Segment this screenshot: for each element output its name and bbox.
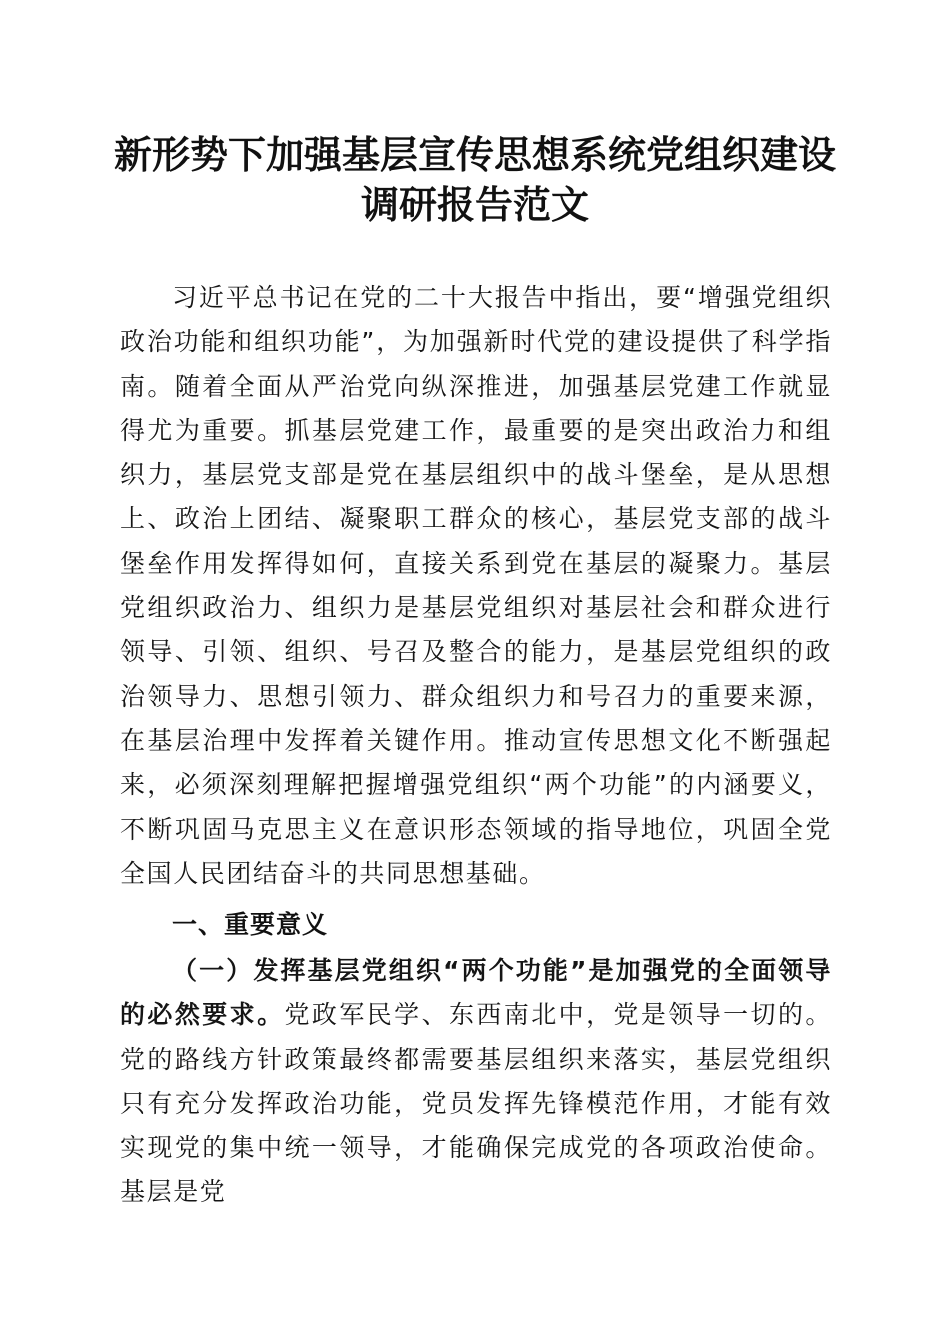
subsection-lead: （一）发挥基层党组织“两个功能”是加强党的全面领导的必然要求。: [120, 956, 832, 1030]
intro-paragraph: 习近平总书记在党的二十大报告中指出，要“增强党组织政治功能和组织功能”，为加强新时代党的建设提供了科学指南。随着全面从严治党向纵深推进，加强基层党建工作就显得尤为重要。抓基层党建工作，最重要的是突出政治力和组织力，基层党支部是党在基层组织中的战斗堡垒，是从思想上、政治上团结、凝聚职工群众的核心，基层党支部的战斗堡垒作用发挥得如何，直接关系到党在基层的凝聚力。基层党组织政治力、组织力是基层党组织对基层社会和群众进行领导、引领、组织、号召及整合的能力，是基层党组织的政治领导力、思想引领力、群众组织力和号召力的重要来源，在基层治理中发挥着关键作用。推动宣传思想文化不断强起来，必须深刻理解把握增强党组织“两个功能”的内涵要义，不断巩固马克思主义在意识形态领域的指导地位，巩固全党全国人民团结奋斗的共同思想基础。: [120, 283, 832, 888]
subsection-body: 党政军民学、东西南北中，党是领导一切的。党的路线方针政策最终都需要基层组织来落实，基层党组织只有充分发挥政治功能，党员发挥先锋模范作用，才能有效实现党的集中统一领导，才能确保完成党的各项政治使命。基层是党: [120, 1000, 832, 1207]
subsection-paragraph: [120, 949, 832, 1215]
section-heading: 一、重要意义: [172, 910, 329, 939]
document-title: 新形势下加强基层宣传思想系统党组织建设调研报告范文: [113, 132, 836, 227]
